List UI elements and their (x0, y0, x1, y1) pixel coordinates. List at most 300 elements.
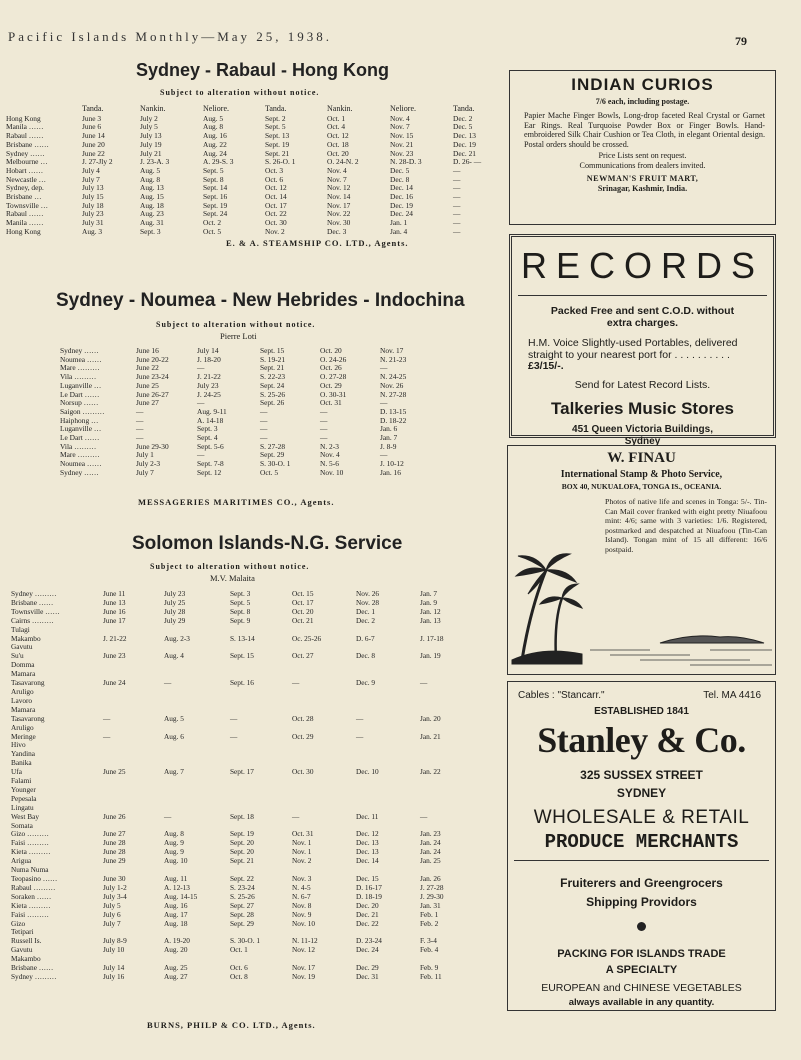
sailing-date: — (380, 363, 388, 373)
sailing-date: Nov. 30 (327, 218, 351, 228)
sailing-date: Sept. 5 (265, 122, 286, 132)
sailing-date: Oct. 1 (327, 113, 346, 123)
sailing-date: Nov. 12 (292, 945, 316, 955)
sailing-date: Sept. 5-6 (197, 441, 224, 451)
sailing-date: June 20-22 (136, 354, 169, 364)
sailing-date: June 25 (136, 380, 159, 390)
timetable-row (11, 813, 472, 822)
sailing-date: July 23 (82, 209, 104, 219)
sailing-date: Sept. 19 (230, 829, 254, 839)
sailing-date: Jan. 31 (420, 900, 441, 910)
sailing-date: June 26 (103, 811, 126, 821)
sailing-date: Aug. 15 (140, 192, 164, 202)
sailing-date: June 30 (103, 874, 126, 883)
timetable-row (6, 123, 503, 132)
port-name: Yandina (11, 749, 35, 759)
sailing-date: J. 8-9 (380, 441, 397, 451)
sailing-date (420, 750, 472, 759)
sailing-date: Sept. 16 (230, 678, 254, 688)
sailing-date: Nov. 14 (327, 192, 351, 202)
solomon-agents: BURNS, PHILP & CO. LTD., Agents. (147, 1020, 316, 1030)
sailing-date: Sept. 17 (230, 767, 254, 777)
sailing-date: Dec. 14 (356, 856, 379, 866)
sailing-date: Sept. 21 (265, 148, 290, 158)
timetable-row (11, 679, 472, 688)
stanley-wholesale: WHOLESALE & RETAIL (533, 807, 750, 828)
sailing-date (420, 804, 472, 813)
sailing-date: — (453, 218, 461, 228)
sailing-date: Sept. 27 (230, 900, 254, 910)
sailing-date (230, 661, 292, 670)
sailing-date: July 7 (82, 174, 100, 184)
stanley-street: 325 SUSSEX STREET (580, 768, 703, 782)
timetable-row (60, 399, 435, 408)
sailing-date: Aug. 4 (164, 651, 184, 661)
timetable-row (60, 364, 435, 373)
sailing-date: Oct. 14 (265, 192, 287, 202)
ship-name-header: Nankin. (327, 104, 353, 113)
curios-title: INDIAN CURIOS (571, 75, 714, 94)
sailing-date: Jan. 12 (420, 606, 441, 616)
timetable-row (60, 469, 435, 478)
sailing-date: Dec. 5 (453, 122, 473, 132)
port-name: Falami (11, 776, 32, 786)
sailing-date: June 27 (103, 829, 126, 839)
sailing-date: June 14 (82, 131, 105, 141)
rabaul-timetable (6, 105, 503, 237)
curios-place: Srinagar, Kashmir, India. (597, 183, 688, 193)
timetable-row (11, 635, 472, 644)
timetable-row (60, 373, 435, 382)
sailing-date: Nov. 10 (292, 918, 316, 928)
timetable-row (11, 697, 472, 706)
records-voice-text: H.M. Voice Slightly-used Portables, delivered straight to your nearest port for (528, 337, 738, 361)
timetable-row (6, 132, 503, 141)
sailing-date (164, 786, 230, 795)
sailing-date: Dec. 14 (390, 183, 413, 193)
sailing-date: June 29-30 (136, 441, 169, 451)
sailing-date: Dec. 29 (356, 963, 379, 973)
sailing-date: Oct. 2 (203, 218, 222, 228)
sailing-date: — (136, 433, 144, 443)
sailing-date: July 15 (82, 192, 104, 202)
sailing-date: June 24 (103, 678, 126, 688)
sailing-date (420, 697, 472, 706)
port-name: Faisi ……… (11, 909, 49, 919)
sailing-date: July 6 (103, 909, 121, 919)
ship-header-row (6, 105, 503, 115)
finau-ad (507, 445, 776, 675)
port-name: Noumea …… (60, 354, 102, 364)
sailing-date (164, 804, 230, 813)
sailing-date (356, 777, 420, 786)
noumea-timetable (60, 347, 435, 478)
sailing-date: D. 16-17 (356, 882, 382, 892)
sailing-date (230, 777, 292, 786)
sailing-date: Aug. 5 (203, 113, 224, 123)
sailing-date: Sept. 24 (203, 209, 228, 219)
sailing-date: Aug. 6 (164, 731, 184, 741)
sailing-date: Jan. 23 (420, 829, 441, 839)
sailing-date: Dec. 21 (453, 148, 476, 158)
port-name: Noumea …… (60, 459, 102, 469)
sailing-date: July 16 (103, 971, 125, 981)
port-name: Kieta ……… (11, 847, 51, 857)
timetable-row (11, 768, 472, 777)
sailing-date (420, 661, 472, 670)
sailing-date: July 23 (197, 380, 219, 390)
sailing-date: June 20 (82, 139, 105, 149)
sailing-date: — (380, 398, 388, 408)
timetable-row (6, 158, 503, 167)
sailing-date (420, 688, 472, 697)
sailing-date: — (260, 424, 268, 434)
sailing-date: Aug. 25 (164, 963, 188, 973)
sailing-date (420, 786, 472, 795)
sailing-date: June 23-24 (136, 372, 169, 382)
ship-name-header: Tanda. (265, 104, 287, 113)
sailing-date: — (260, 406, 268, 416)
timetable-row (60, 391, 435, 400)
solomon-timetable (11, 590, 472, 982)
timetable-row (11, 733, 472, 742)
port-name: Townsville … (6, 200, 48, 210)
sailing-date: Oct. 30 (265, 218, 287, 228)
sailing-date: — (453, 183, 461, 193)
sailing-date (230, 786, 292, 795)
noumea-ship: Pierre Loti (220, 331, 257, 341)
timetable-row (11, 946, 472, 955)
sailing-date: Sept. 24 (260, 380, 285, 390)
sailing-date: June 6 (82, 122, 102, 132)
sailing-date: June 3 (82, 113, 102, 123)
sailing-date: Aug. 10 (164, 856, 188, 866)
finau-body: Photos of native life and scenes in Tonga: 5/-. Tin-Can Mail cover franked with eight pretty Niuafoou mint: 4/6; same with 3 varieties: 1/6. Registered, postmarked and despatched at Niuafoou (Tin-Can Island). Tongan mint of 15 all different: 16/6 postpaid. (605, 497, 767, 554)
sailing-date: D. 13-15 (380, 406, 407, 416)
port-name: Luganville … (60, 424, 102, 434)
sailing-date: Sept. 5 (230, 597, 251, 607)
ship-name-header: Tanda. (453, 104, 475, 113)
sailing-date: Jan. 16 (380, 467, 401, 477)
sailing-date (103, 661, 164, 670)
sailing-date (230, 688, 292, 697)
sailing-date: J. 24-25 (197, 389, 221, 399)
sailing-date: — (292, 678, 300, 688)
sailing-date: Nov. 8 (292, 900, 312, 910)
sailing-date: Jan. 4 (390, 226, 408, 236)
sailing-date: — (453, 174, 461, 184)
sailing-date: — (136, 415, 144, 425)
sailing-date: — (230, 713, 238, 723)
sailing-date: July 1-2 (103, 882, 127, 892)
port-name: Townsville …… (11, 606, 60, 616)
port-name: Manila …… (6, 218, 44, 228)
timetable-row (6, 150, 503, 159)
sailing-date: Feb. 2 (420, 918, 439, 928)
sailing-date: Oct. 28 (292, 713, 314, 723)
sailing-date: Sept. 22 (230, 874, 254, 883)
sailing-date (420, 777, 472, 786)
sailing-date (164, 697, 230, 706)
sailing-date: — (164, 678, 172, 688)
sailing-date: Jan. 13 (420, 615, 441, 625)
port-name: Aruligo (11, 686, 34, 696)
sailing-date: Oct. 20 (327, 148, 349, 158)
port-name: Tulagi (11, 624, 30, 634)
sailing-date: S. 13-14 (230, 633, 255, 643)
timetable-row (11, 857, 472, 866)
sailing-date: July 7 (103, 918, 121, 928)
sailing-date: Dec. 11 (356, 811, 379, 821)
sailing-date: July 19 (140, 139, 162, 149)
sailing-date: June 27 (136, 398, 159, 408)
sailing-date: July 7 (136, 467, 154, 477)
sailing-date: Sept. 16 (203, 192, 228, 202)
sailing-date (356, 697, 420, 706)
sailing-date: Jan. 9 (420, 597, 438, 607)
port-name: Numa Numa (11, 865, 49, 875)
sailing-date: Nov. 4 (320, 450, 340, 460)
sailing-date: Dec. 13 (356, 838, 379, 848)
port-name: Mamara (11, 704, 36, 714)
sailing-date: Sept. 9 (230, 615, 251, 625)
sailing-date: J. 10-12 (380, 459, 404, 469)
sailing-date (356, 706, 420, 715)
sailing-date: June 16 (103, 606, 126, 616)
sailing-date: Oc. 25-26 (292, 633, 322, 643)
sailing-date: — (260, 415, 268, 425)
sailing-date: Dec. 3 (327, 226, 347, 236)
sailing-date (103, 688, 164, 697)
stanley-shipping: Shipping Providors (586, 895, 697, 909)
sailing-date: Sept. 29 (230, 918, 254, 928)
sailing-date: Aug. 8 (140, 174, 161, 184)
stanley-ad (507, 681, 776, 1011)
timetable-row (60, 451, 435, 460)
sailing-date: July 29 (164, 615, 186, 625)
sailing-date: Aug. 8 (203, 122, 224, 132)
sailing-date: July 21 (140, 148, 162, 158)
sailing-date: — (197, 363, 205, 373)
timetable-row (11, 706, 472, 715)
records-packed: Packed Free and sent C.O.D. without extra charges. (550, 305, 735, 329)
port-name: Brisbane …… (11, 963, 54, 973)
port-name: Teopasino …… (11, 874, 58, 883)
port-name: Russell Is. (11, 936, 42, 946)
timetable-row (6, 219, 503, 228)
sailing-date: S. 30-O. 1 (260, 459, 291, 469)
port-name: Gizo ……… (11, 829, 49, 839)
sailing-date: N. 11-12 (292, 936, 318, 946)
sailing-date: Feb. 1 (420, 909, 439, 919)
port-name: Vila ……… (60, 372, 97, 382)
sailing-date (292, 804, 356, 813)
port-name: Saigon ……… (60, 406, 105, 416)
sailing-date: A. 12-13 (164, 882, 190, 892)
sailing-date: Aug. 5 (140, 165, 161, 175)
port-name: Gavutu (11, 642, 33, 652)
sailing-date (356, 795, 420, 804)
port-name: Faisi ……… (11, 838, 49, 848)
sailing-date: July 4 (82, 165, 100, 175)
sailing-date: Dec. 15 (356, 874, 379, 883)
sailing-date: Dec. 9 (356, 678, 376, 688)
sailing-date: Aug. 24 (203, 148, 227, 158)
sailing-date: J. 21-22 (103, 633, 127, 643)
sailing-date: Aug. 18 (164, 918, 188, 928)
stanley-fruiterers: Fruiterers and Greengrocers (560, 876, 723, 890)
sailing-date: N. 4-5 (292, 882, 311, 892)
sailing-date (356, 661, 420, 670)
sailing-date: Oct. 20 (320, 346, 342, 355)
sailing-date: Aug. 9 (164, 838, 184, 848)
sailing-date: Sept. 8 (203, 174, 224, 184)
sailing-date: — (420, 811, 428, 821)
sailing-date: Oct. 6 (230, 963, 248, 973)
sailing-date: O. 24-26 (320, 354, 347, 364)
sailing-date: N. 21-23 (380, 354, 407, 364)
timetable-row (6, 141, 503, 150)
sailing-date: Oct. 15 (292, 589, 314, 598)
sailing-date: — (197, 398, 205, 408)
sailing-date: J. 21-22 (197, 372, 221, 382)
sailing-date: July 14 (103, 963, 125, 973)
sailing-date: Sept. 20 (230, 838, 254, 848)
sailing-date (230, 741, 292, 750)
sailing-date: Oct. 20 (292, 606, 314, 616)
sailing-date (230, 706, 292, 715)
sailing-date: June 16 (136, 346, 159, 355)
sailing-date (356, 786, 420, 795)
sailing-date: Aug. 18 (140, 200, 164, 210)
sailing-date: Nov. 9 (292, 909, 312, 919)
port-name: Lavoro (11, 695, 33, 705)
timetable-row (11, 741, 472, 750)
records-send: Send for Latest Record Lists. (574, 378, 711, 391)
stanley-specialty: A SPECIALTY (605, 964, 678, 976)
stanley-established: ESTABLISHED 1841 (594, 706, 689, 717)
sailing-date: — (197, 450, 205, 460)
sailing-date: Oct. 17 (265, 200, 287, 210)
sailing-date: N. 24-25 (380, 372, 407, 382)
sailing-date: Sept. 19 (203, 200, 228, 210)
timetable-row (60, 425, 435, 434)
timetable-row (6, 184, 503, 193)
port-name: Arigua (11, 856, 32, 866)
sailing-date: Nov. 10 (320, 467, 344, 477)
sailing-date: O. 24-N. 2 (327, 157, 359, 167)
sailing-date: July 23 (164, 589, 186, 598)
port-name: Le Dart …… (60, 433, 100, 443)
sailing-date (292, 795, 356, 804)
sailing-date: S. 23-24 (230, 882, 255, 892)
stanley-packing: PACKING FOR ISLANDS TRADE (557, 948, 726, 960)
port-name: Brisbane … (6, 192, 42, 202)
sailing-date: J. 27-Jly 2 (82, 157, 113, 167)
sailing-date: Aug. 31 (140, 218, 164, 228)
sailing-date: Aug. 14-15 (164, 891, 198, 901)
sailing-date: Jan. 19 (420, 651, 441, 661)
sailing-date: — (320, 433, 328, 443)
sailing-date: Dec. 31 (356, 971, 379, 981)
sailing-date: Dec. 8 (390, 174, 410, 184)
sailing-date: June 28 (103, 847, 126, 857)
port-name: Sydney …… (6, 148, 45, 158)
timetable-row (60, 382, 435, 391)
sailing-date: Nov. 4 (390, 113, 410, 123)
sailing-date: Aug. 27 (164, 971, 188, 981)
sailing-date: Oct. 18 (327, 139, 349, 149)
sailing-date: Aug. 9-11 (197, 406, 227, 416)
sailing-date: Oct. 31 (320, 398, 342, 408)
sailing-date: D. 6-7 (356, 633, 375, 643)
indian-curios-ad (509, 70, 776, 225)
rabaul-agents: E. & A. STEAMSHIP CO. LTD., Agents. (226, 238, 409, 248)
sailing-date: Nov. 19 (292, 971, 316, 981)
sailing-date: — (320, 406, 328, 416)
sailing-date: Feb. 4 (420, 945, 439, 955)
sailing-date: July 2-3 (136, 459, 161, 469)
sailing-date: Aug. 11 (164, 874, 188, 883)
sailing-date (230, 697, 292, 706)
sailing-date: Oct. 6 (265, 174, 284, 184)
sailing-date: A. 14-18 (197, 415, 224, 425)
sailing-date: — (136, 424, 144, 434)
sailing-date: Jan. 22 (420, 767, 441, 777)
sailing-date: Oct. 12 (327, 131, 349, 141)
sailing-date: — (260, 433, 268, 443)
port-name: Su'u (11, 651, 24, 661)
sailing-date (292, 786, 356, 795)
sailing-date: Nov. 17 (327, 200, 351, 210)
finau-service: International Stamp & Photo Service, (560, 469, 723, 480)
sailing-date: — (453, 226, 461, 236)
sailing-date: Sept. 19 (265, 139, 290, 149)
port-name: Gizo (11, 918, 26, 928)
sailing-date: June 17 (103, 615, 126, 625)
sailing-date: July 14 (197, 346, 219, 355)
sailing-date: June 26-27 (136, 389, 169, 399)
port-name: Mare ……… (60, 363, 100, 373)
sailing-date: Aug. 5 (164, 713, 184, 723)
port-name: Aruligo (11, 722, 34, 732)
records-address: 451 Queen Victoria Buildings, Sydney (572, 423, 713, 447)
sailing-date: J. 17-18 (420, 633, 444, 643)
port-name: Soraken …… (11, 891, 52, 901)
sailing-date: Sept. 2 (265, 113, 286, 123)
sailing-date: July 8-9 (103, 936, 127, 946)
sailing-date (292, 697, 356, 706)
timetable-row (11, 724, 472, 733)
sailing-date: Oct. 1 (230, 945, 248, 955)
sailing-date (164, 750, 230, 759)
sailing-date: A. 19-20 (164, 936, 190, 946)
port-name: Hobart …… (6, 165, 44, 175)
sailing-date: Nov. 2 (292, 856, 312, 866)
ship-name-header: Nankin. (140, 104, 166, 113)
sailing-date: — (453, 165, 461, 175)
curios-dealers: Communications from dealers invited. (579, 160, 706, 170)
sailing-date (420, 741, 472, 750)
sailing-date: S. 25-26 (230, 891, 255, 901)
sailing-date: Sept. 18 (230, 811, 254, 821)
curios-price: 7/6 each, including postage. (595, 97, 690, 106)
sailing-date: — (292, 811, 300, 821)
sailing-date: — (356, 731, 364, 741)
timetable-row (11, 715, 472, 724)
port-name: Manila …… (6, 122, 44, 132)
sailing-date: Jan. 1 (390, 218, 408, 228)
